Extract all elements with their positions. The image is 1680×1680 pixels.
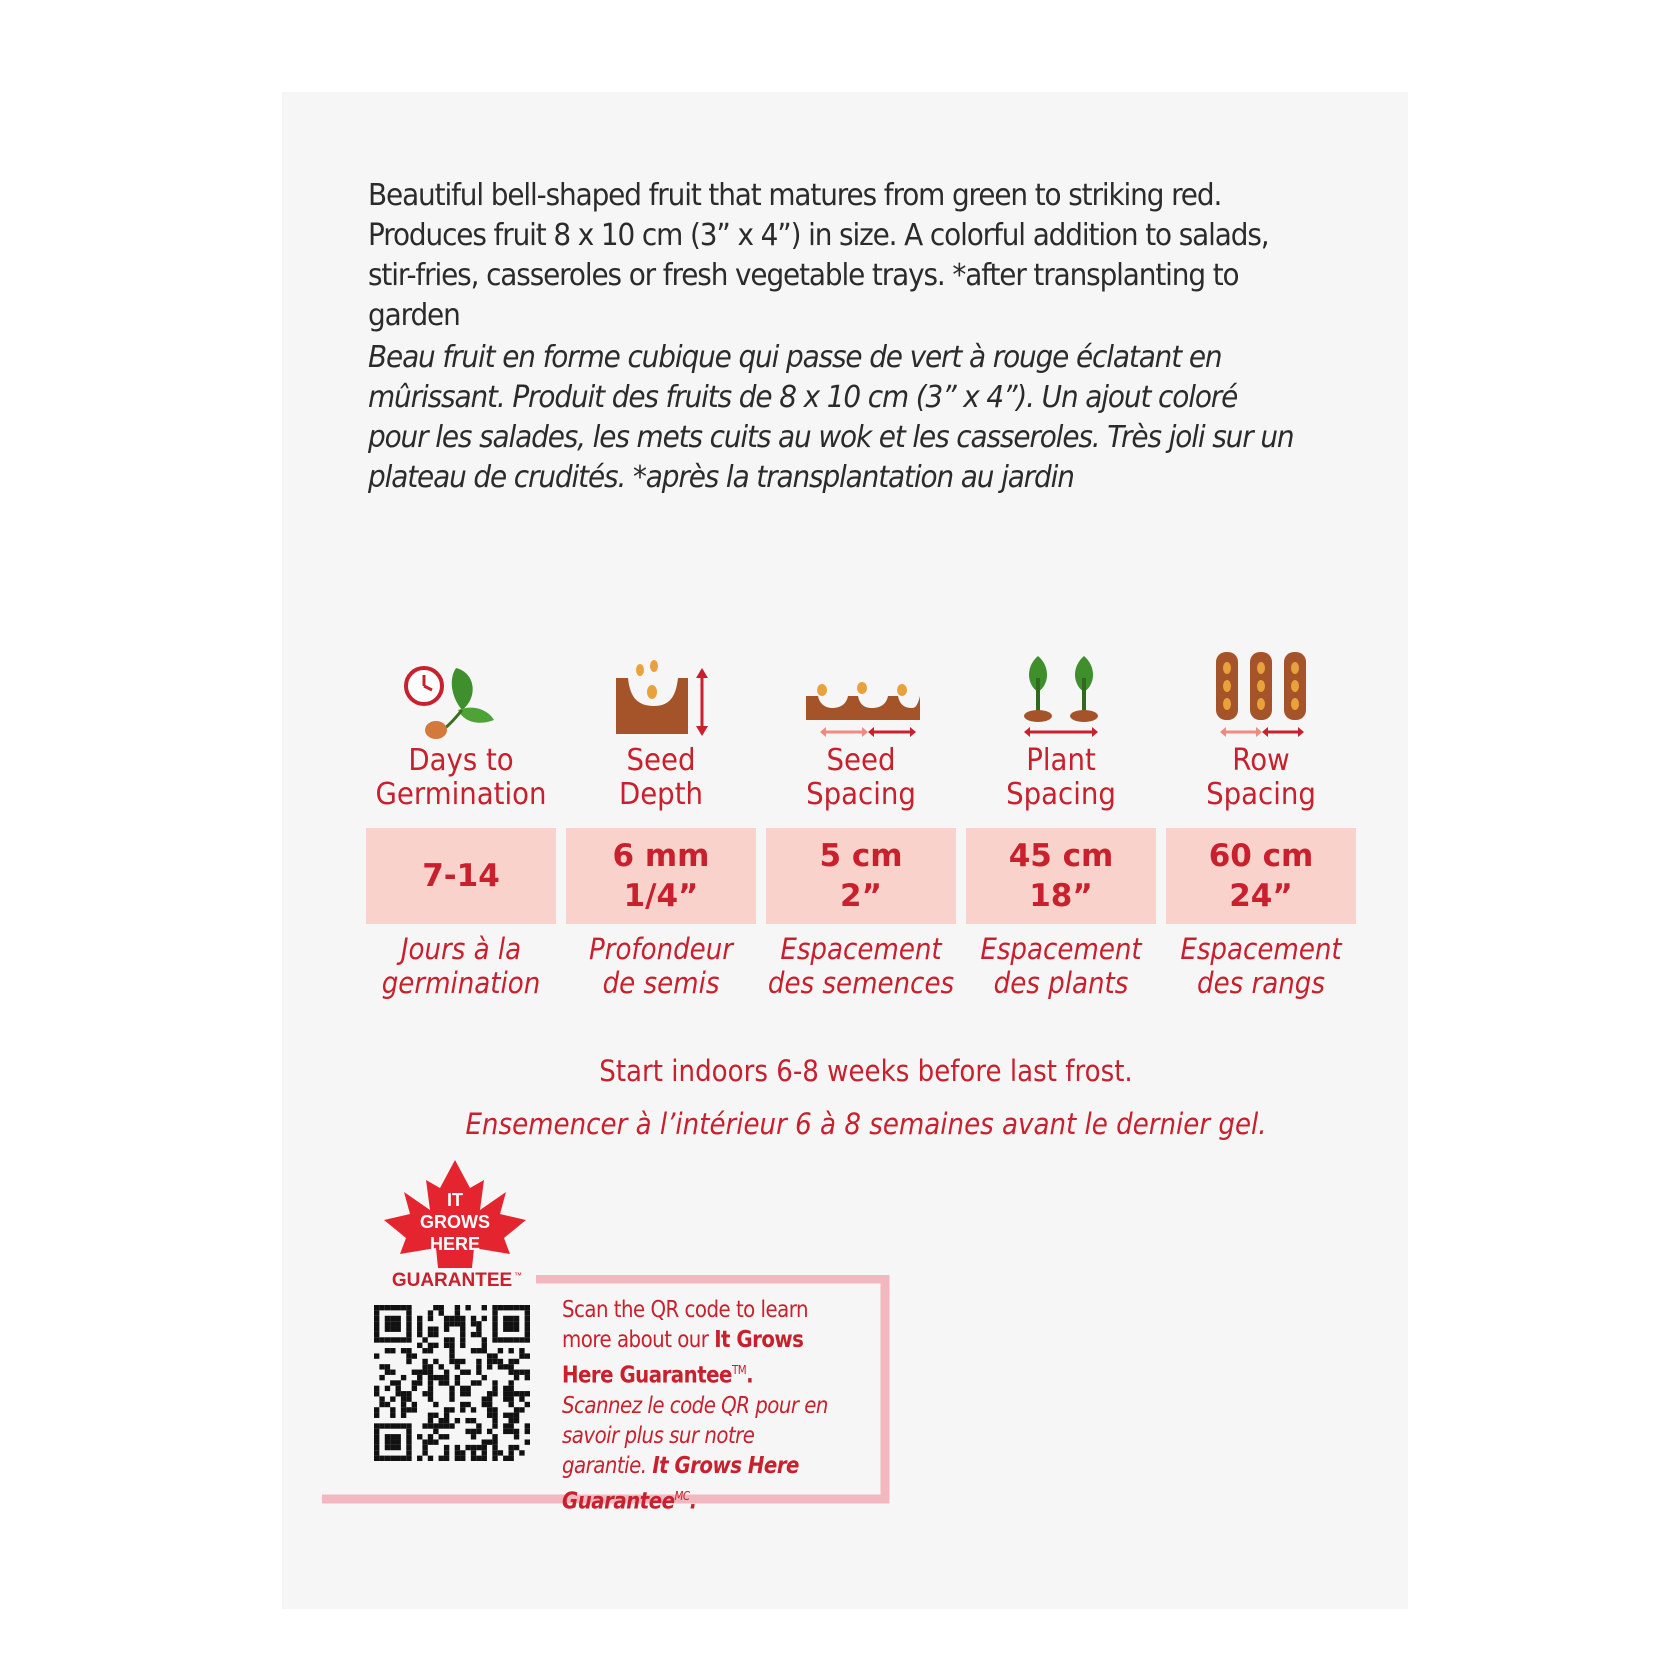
logo-line: HERE xyxy=(429,1234,481,1254)
label-line: Days to xyxy=(408,743,514,778)
label-line: Spacing xyxy=(1206,777,1316,812)
label-line: Seed xyxy=(826,743,896,778)
sowing-note-french: Ensemencer à l’intérieur 6 à 8 semaines avant le dernier gel. xyxy=(465,1107,1267,1141)
label-line: des plants xyxy=(993,966,1129,1000)
spec-value: 5 cm xyxy=(819,838,903,874)
spec-label-french xyxy=(367,932,556,1000)
label-line: germination xyxy=(381,966,541,1000)
label-line: Plant xyxy=(1026,743,1096,778)
spec-label-french xyxy=(967,932,1156,1000)
spec-label-english xyxy=(1174,744,1349,812)
spec-seed-spacing xyxy=(766,648,956,1008)
guarantee-text-english: Scan the QR code to learn more about our It Grows Here Guarantee™. xyxy=(562,1297,809,1389)
logo-trademark: ™ xyxy=(514,1271,522,1280)
label-line: Espacement xyxy=(780,932,942,966)
spec-label-french xyxy=(567,932,756,1000)
logo-guarantee-word: GUARANTEE xyxy=(391,1270,513,1290)
clock-sprout-icon xyxy=(366,648,556,748)
spec-plant-spacing xyxy=(966,648,1156,1008)
description-english: Beautiful bell-shaped fruit that matures from green to striking red. Produces fruit 8 x 10 cm (3” x 4”) in size. A colorful addition to salads, stir-fries, casseroles or fresh vegetable trays. *after transplanting to garden xyxy=(368,178,1269,333)
plant-spacing-icon xyxy=(966,648,1156,748)
spec-value: 1/4” xyxy=(623,878,699,914)
logo-line: GROWS xyxy=(420,1212,490,1232)
label-line: Seed xyxy=(626,743,696,778)
description-french: Beau fruit en forme cubique qui passe de vert à rouge éclatant en mûrissant. Produit des fruits de 8 x 10 cm (3” x 4”). Un ajout coloré pour les salades, les mets cuits au wok et les casseroles. Très joli sur un plateau de crudités. *après la transplantation au jardin xyxy=(368,340,1294,495)
spec-value-box xyxy=(566,828,756,924)
spec-value: 45 cm xyxy=(1008,838,1114,874)
spec-seed-depth xyxy=(566,648,756,1008)
label-line: Spacing xyxy=(1006,777,1116,812)
label-line: Jours à la xyxy=(400,932,522,966)
label-line: de semis xyxy=(602,966,720,1000)
spec-label-french xyxy=(1167,932,1356,1000)
label-line: Spacing xyxy=(806,777,916,812)
spec-value: 18” xyxy=(1029,878,1093,914)
spec-label-french xyxy=(767,932,956,1000)
trademark-fr: MC xyxy=(674,1488,690,1503)
qr-code[interactable] xyxy=(374,1305,530,1461)
trademark-en: TM xyxy=(731,1363,747,1377)
seed-spacing-icon xyxy=(766,648,956,748)
logo-line: IT xyxy=(447,1190,463,1210)
label-line: des semences xyxy=(767,966,955,1000)
label-line: Espacement xyxy=(1180,932,1342,966)
guarantee-intro-en: Scan the QR code to learn more about our xyxy=(562,1297,809,1353)
spec-days-to-germination xyxy=(366,648,556,1008)
spec-value-box xyxy=(966,828,1156,924)
label-line: Profondeur xyxy=(588,932,734,966)
guarantee-intro-fr: Scannez le code QR pour en savoir plus sur notre garantie. xyxy=(562,1392,828,1479)
guarantee-name-fr: It Grows Here Guarantee xyxy=(562,1452,799,1515)
spec-value: 24” xyxy=(1229,878,1293,914)
label-line: Germination xyxy=(375,777,547,812)
spec-value-box xyxy=(1166,828,1356,924)
guarantee-name-en: It Grows Here Guarantee xyxy=(562,1327,804,1389)
spec-label-english xyxy=(574,744,749,812)
spec-value: 60 cm xyxy=(1208,838,1314,874)
spec-label-english xyxy=(374,744,549,812)
seed-depth-icon xyxy=(566,648,756,748)
label-line: Row xyxy=(1232,743,1290,778)
spec-value: 2” xyxy=(840,878,882,914)
spec-value: 7-14 xyxy=(422,858,500,894)
spec-value-box xyxy=(366,828,556,924)
guarantee-text xyxy=(562,1295,837,1516)
spec-label-english xyxy=(974,744,1149,812)
maple-leaf-guarantee-logo xyxy=(380,1158,530,1290)
label-line: Depth xyxy=(618,777,704,812)
sowing-note-english: Start indoors 6-8 weeks before last frost. xyxy=(599,1054,1133,1088)
label-line: des rangs xyxy=(1197,966,1325,1000)
row-spacing-icon xyxy=(1166,648,1356,748)
guarantee-panel xyxy=(322,1275,892,1515)
spec-value: 6 mm xyxy=(612,838,710,874)
spec-value-box xyxy=(766,828,956,924)
spec-label-english xyxy=(774,744,949,812)
spec-row-spacing xyxy=(1166,648,1356,1008)
label-line: Espacement xyxy=(980,932,1142,966)
guarantee-text-french: Scannez le code QR pour en savoir plus sur notre garantie. It Grows Here Guarantee$^{MC}$. xyxy=(562,1392,828,1515)
